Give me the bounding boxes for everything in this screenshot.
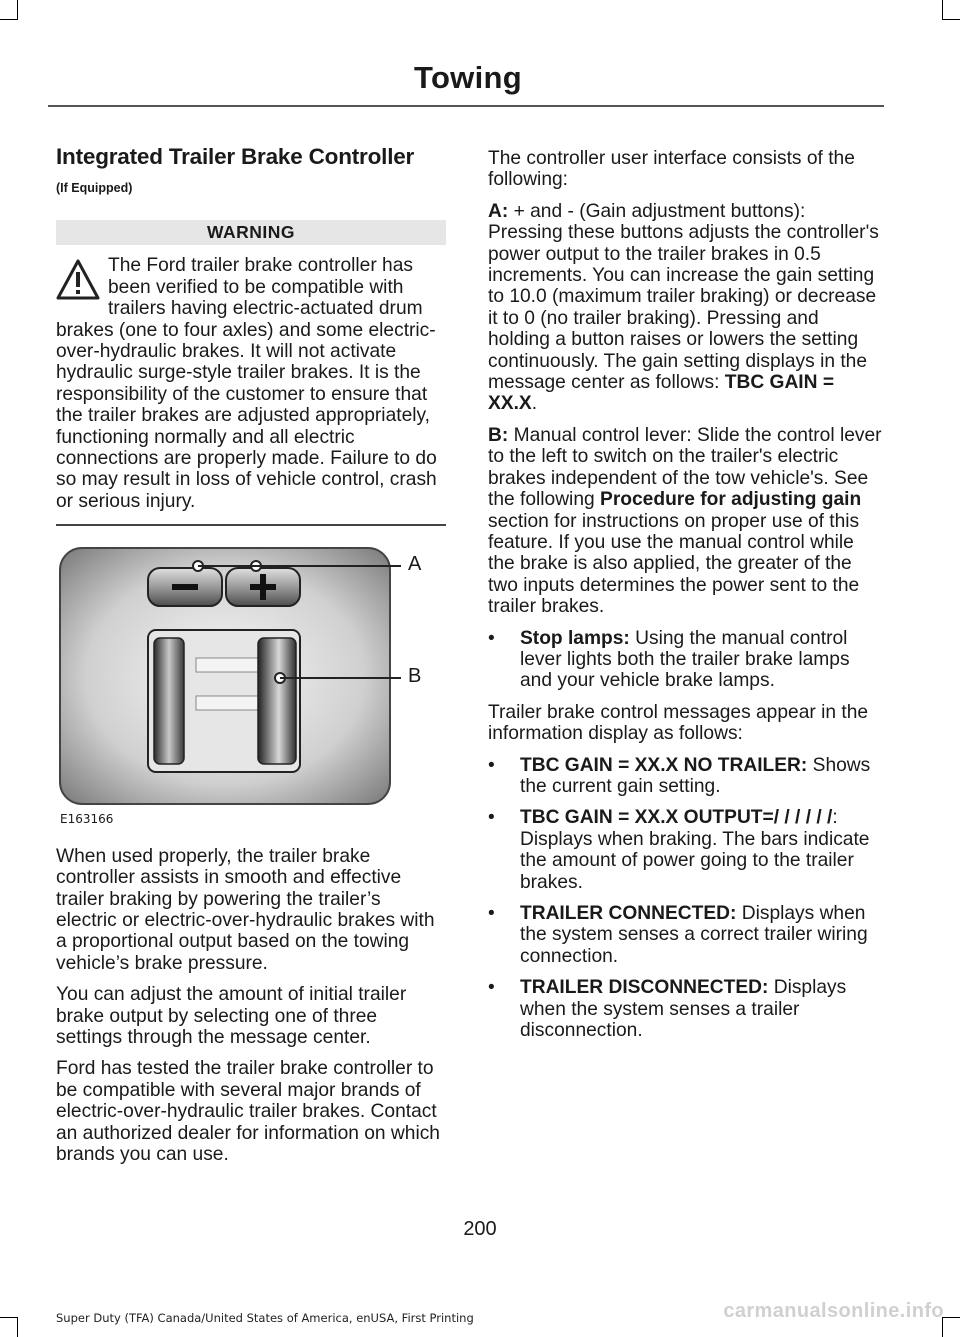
control-a-description: [488, 201, 882, 415]
header-rule: [48, 105, 884, 107]
brake-controller-figure: [56, 546, 446, 826]
stop-lamps-text: Using the manual control lever lights both the trailer brake lamps and your vehicle brake lamps.: [520, 627, 850, 692]
crop-mark: [942, 19, 960, 20]
control-b-text-2: section for instructions on proper use of this feature. If you use the manual control while the brake is also applied, the greater of the two inputs determines the power sent to the trailer brakes.: [488, 510, 860, 618]
crop-mark: [0, 1317, 18, 1318]
control-b-text-1: Manual control lever: Slide the control lever to the left to switch on the trailer's electric brakes independent of the tow vehicle's. See the following: [488, 424, 882, 511]
message-text: Shows the current gain setting.: [520, 754, 871, 797]
figure-callout-a: A: [408, 552, 422, 575]
list-item: [488, 977, 882, 1041]
bullet-dot: •: [488, 903, 495, 924]
list-item: [488, 755, 882, 798]
control-a-label: A:: [488, 200, 509, 222]
message-text: Displays when the system senses a correct trailer wiring connection.: [520, 903, 868, 967]
figure-callout-b: B: [408, 664, 422, 687]
message-label: TRAILER DISCONNECTED:: [520, 977, 769, 999]
right-column: [488, 148, 882, 1051]
message-text: Displays when the system senses a trailer disconnection.: [520, 977, 847, 1042]
warning-text: The Ford trailer brake controller has been verified to be compatible with trailers having electric-actuated drum brakes (one to four axles) and some electric-over-hydraulic brakes. It will not activate hydraulic surge-style trailer brakes. It is the responsibility of the customer to ensure that the trailer brakes are adjusted appropriately, functioning normally and all electric connections are properly made. Failure to do so may result in loss of vehicle control, crash or serious injury.: [56, 255, 437, 512]
warning-triangle-icon: [56, 258, 100, 302]
list-item: [488, 903, 882, 967]
page-footer: Super Duty (TFA) Canada/United States of America, enUSA, First Printing: [56, 1311, 474, 1325]
plus-button-icon: [226, 568, 300, 606]
bullet-dot: •: [488, 627, 495, 649]
crop-mark: [17, 1317, 18, 1337]
controls-intro: The controller user interface consists of the following:: [488, 148, 855, 191]
crop-mark: [942, 1317, 960, 1318]
warning-body: [56, 255, 446, 512]
bullet-dot: •: [488, 977, 495, 999]
bullet-dot: •: [488, 754, 495, 776]
message-label: TBC GAIN = XX.X OUTPUT=/ / / / / /: [520, 807, 833, 829]
list-item: [488, 628, 882, 692]
crop-mark: [0, 19, 18, 20]
messages-intro: Trailer brake control messages appear in the information display as follows:: [488, 701, 869, 745]
message-text: : Displays when braking. The bars indicate the amount of power going to the trailer brakes.: [520, 807, 870, 893]
warning-rule: [56, 524, 446, 526]
control-b-bold-ref: Procedure for adjusting gain: [600, 489, 862, 511]
body-paragraph: Ford has tested the trailer brake controller to be compatible with several major brands of electric-over-hydraulic trailer brakes. Contact an authorized dealer for information on which brands you can use.: [56, 1058, 440, 1166]
list-item: [488, 807, 882, 893]
crop-mark: [17, 0, 18, 20]
stop-lamps-label: Stop lamps:: [520, 627, 630, 649]
bullet-dot: •: [488, 807, 495, 829]
page-number: 200: [463, 1218, 497, 1240]
message-label: TRAILER CONNECTED:: [520, 903, 737, 924]
message-label: TBC GAIN = XX.X NO TRAILER:: [520, 754, 808, 776]
warning-banner: WARNING: [56, 220, 446, 245]
section-title: Integrated Trailer Brake Controller: [56, 144, 415, 169]
control-a-end: .: [531, 393, 538, 415]
section-subtitle: (If Equipped): [56, 181, 133, 195]
control-a-text: + and - (Gain adjustment buttons): Pressing these buttons adjusts the controller's power output to the trailer brakes in 0.5 increments. You can increase the gain setting to 10.0 (maximum trailer braking) or decrease it to 0 (no trailer braking). Pressing and holding a button raises or lowers the setting continuously. The gain setting displays in the message center as follows:: [488, 200, 879, 394]
manual-lever-icon: [148, 630, 300, 772]
body-paragraph: When used properly, the trailer brake controller assists in smooth and effective trailer braking by powering the trailer’s electric or electric-over-hydraulic brakes with a proportional output based on the towing vehicle’s brake pressure.: [56, 845, 435, 974]
minus-button-icon: [148, 568, 222, 606]
body-paragraph: You can adjust the amount of initial trailer brake output by selecting one of three settings through the message center.: [56, 984, 407, 1049]
crop-mark: [942, 0, 943, 20]
watermark: carmanualsonline.info: [723, 1300, 944, 1322]
left-column: [56, 140, 446, 1175]
control-b-label: B:: [488, 424, 509, 446]
brake-controller-illustration: [56, 546, 446, 808]
control-b-description: [488, 425, 882, 618]
page-header-title: Towing: [414, 60, 522, 95]
control-a-code: TBC GAIN = XX.X: [488, 372, 835, 415]
figure-code: E163166: [60, 811, 114, 826]
